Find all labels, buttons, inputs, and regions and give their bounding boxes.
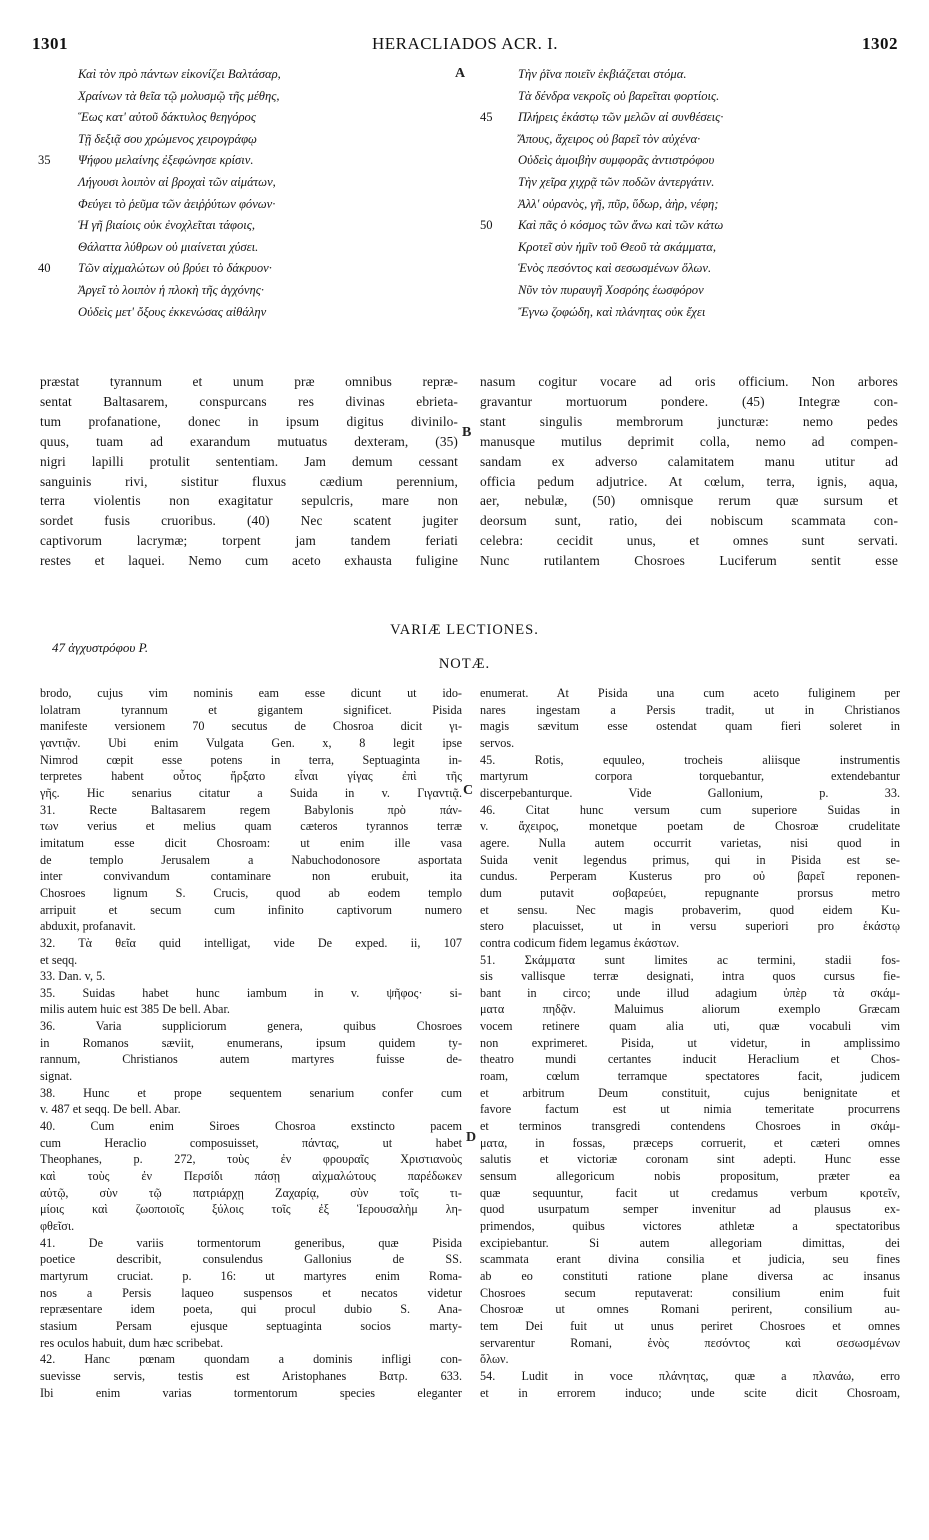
verse-text: Οὐδεὶς ἀμοιβὴν συμφορᾶς ἀντιστρόφου — [518, 153, 715, 168]
verse-text: Τῶν αἰχμαλώτων οὐ βρύει τὸ δάκρυον· — [78, 261, 272, 276]
verse-number: 35 — [38, 153, 51, 168]
greek-verse-line — [38, 150, 458, 172]
note-text-line: quæ sequuntur, facit ut credamus verbum κροτεῖν, — [480, 1185, 900, 1200]
latin-text-line: sanguinis rivi, sistitur fluxus cædium perennium, — [40, 473, 458, 489]
note-text-line: favore factum est ut nimia temeritate procurrens — [480, 1102, 900, 1117]
verse-text: Χραίνων τὰ θεῖα τῷ μολυσμῷ τῆς μέθης, — [78, 88, 280, 103]
greek-verse-line — [38, 129, 458, 151]
latin-text-line: præstat tyrannum et unum præ omnibus repræ- — [40, 374, 458, 389]
greek-verse-line — [38, 107, 458, 129]
latin-text-line: deorsum sunt, ratio, dei nobiscum scammata con- — [480, 513, 898, 529]
variae-lectiones-heading: VARIÆ LECTIONES. — [390, 622, 539, 638]
verse-text: Ἀργεῖ τὸ λοιπὸν ἡ πλοκὴ τῆς ἀγχόνης· — [78, 282, 265, 297]
note-text-line: ὅλων. — [480, 1352, 509, 1367]
note-text-line: 38. Hunc et prope sequentem senarium confer cum — [40, 1085, 462, 1100]
running-title: HERACLIADOS ACR. I. — [371, 34, 559, 53]
page-number-right: 1302 — [862, 34, 898, 53]
note-text-line: μίοις καὶ ζωοποιοῖς ξύλοις τοῖς ἐξ Ἱερουσαλὴμ λη- — [40, 1202, 462, 1217]
note-text-line: excipiebantur. Si autem allegoriam dimittas, dei — [480, 1235, 900, 1250]
note-text-line: v. 487 et seqq. De bell. Abar. — [40, 1102, 181, 1117]
note-text-line: enumerat. At Pisida una cum aceto fuliginem per — [480, 686, 900, 700]
latin-text-line: nasum cogitur vocare ad oris officium. Non arbores — [480, 374, 898, 389]
note-text-line: arripuit et secum cum infinito captivorum numero — [40, 902, 462, 917]
latin-translation-right — [480, 372, 898, 571]
note-text-line: milis autem huic est 385 De bell. Abar. — [40, 1002, 230, 1017]
note-text-line: φθεῖσι. — [40, 1219, 75, 1233]
note-text-line: 54. Ludit in voce πλάνητας, quæ a πλανάω, erro — [480, 1368, 900, 1383]
note-text-line: 41. De variis tormentorum generibus, quæ Pisida — [40, 1235, 462, 1250]
verse-text: Ἡ γῆ βιαίοις οὐκ ἐνοχλεῖται τάφοις, — [78, 218, 255, 233]
verse-text: Ἄπους, ἄχειρος οὐ βαρεῖ τὸν αὐχένα· — [518, 131, 701, 146]
note-text-line: Chosroes secum reputaverat: consilium enim fuit — [480, 1285, 900, 1300]
note-text-line: in Romanos sæviit, enumerans, ipsum quidem ty- — [40, 1035, 462, 1050]
verse-text: Κροτεῖ σὺν ἡμῖν τοῦ Θεοῦ τὰ σκάμματα, — [518, 239, 717, 254]
note-text-line: et arbitrum Deum constituit, cujus benignitate et — [480, 1085, 900, 1100]
note-text-line: Nimrod cœpit esse potens in terra, Septuaginta in- — [40, 752, 462, 767]
greek-verse-line — [480, 107, 900, 129]
note-text-line: repræsentare idem poeta, qui procul dubio S. Ana- — [40, 1302, 462, 1317]
greek-verse-line — [480, 302, 900, 324]
margin-letter-c: C — [463, 783, 474, 798]
note-text-line: terpretes habent οὗτος ἤρξατο εἶναι γίγας ἐπὶ τῆς — [40, 769, 462, 784]
latin-text-line: aer, nebulæ, (50) omnisque rerum quæ sursum et — [480, 493, 898, 509]
greek-verse-line — [38, 215, 458, 237]
note-text-line: 42. Hanc pœnam quondam a dominis infligi con- — [40, 1352, 462, 1367]
note-text-line: Chosroes lignum S. Crucis, quod ab eodem templo — [40, 885, 462, 900]
note-text-line: των verius et melius quam cæteros tyrannos terræ — [40, 819, 462, 834]
note-text-line: bant in circo; unde illud adagium ὑπὲρ τὰ σκάμ- — [480, 985, 900, 1000]
note-text-line: tem Dei fuit ut unus periret Chosroes et omnes — [480, 1318, 900, 1333]
note-text-line: Theophanes, p. 272, τοὺς ἐν φρουραῖς Χριστιανοὺς — [40, 1152, 462, 1167]
verse-text: Καὶ πᾶς ὁ κόσμος τῶν ἄνω καὶ τῶν κάτω — [518, 218, 724, 233]
note-text-line: Suida venit legendus primus, qui in Pisida est se- — [480, 852, 900, 867]
note-text-line: sis vallisque terræ designati, intra quos cursus fie- — [480, 969, 900, 984]
greek-verse-line — [480, 150, 900, 172]
greek-verse-right — [480, 64, 900, 323]
verse-text: Φεύγει τὸ ῥεῦμα τῶν ἀειῤῥύτων φόνων· — [78, 196, 276, 211]
note-text-line: cundus. Perperam Kusterus pro οὐ βαρεῖ reponen- — [480, 869, 900, 884]
verse-text: Τὰ δένδρα νεκροῖς οὐ βαρεῖται φορτίοις. — [518, 88, 720, 103]
note-text-line: theatro mundi certantes inducit Heraclium et Chos- — [480, 1052, 900, 1067]
latin-text-line: sordet fusis cruoribus. (40) Nec scatent jugiter — [40, 513, 458, 529]
note-text-line: agere. Nulla autem occurrit varietas, nisi quod in — [480, 835, 900, 850]
note-text-line: contra codicum fidem legamus ἑκάστων. — [480, 935, 680, 950]
note-text-line: sensum allegoricum nobis propositum, præter ea — [480, 1169, 900, 1184]
latin-text-line: gravantur mortuorum pondere. (45) Integræ con- — [480, 393, 898, 409]
greek-verse-left — [38, 64, 458, 323]
greek-verse-line — [480, 215, 900, 237]
note-text-line: Ibi enim varias tormentorum species eleganter — [40, 1385, 462, 1400]
latin-text-line: captivorum lacrymæ; torpent jam tandem feriati — [40, 533, 458, 549]
note-text-line: stero placuisset, ut in versu superiori pro ἑκάστῳ — [480, 919, 900, 934]
note-text-line: ab eo constituti ratione plane diversa ac insanus — [480, 1268, 900, 1283]
note-text-line: scammata erant divina consilia et judicia, seu fines — [480, 1252, 900, 1267]
note-text-line: servos. — [480, 735, 515, 750]
note-text-line: γῆς. Hic senarius citatur a Suida in v. Γιγαντιᾷ. — [40, 785, 462, 800]
note-text-line: 33. Dan. v, 5. — [40, 969, 106, 984]
note-text-line: imitatum esse dicit Chosroam: ut enim ille vasa — [40, 835, 462, 850]
note-text-line: primendos, quibus victores athletæ a spectatoribus — [480, 1219, 900, 1233]
latin-text-line: nigri lapilli protulit sententiam. Jam demum cessant — [40, 453, 458, 469]
note-text-line: discerpebanturque. Vide Gallonium, p. 33. — [480, 785, 900, 800]
verse-text: Οὐδεὶς μετ' ὄξους ἐκκενώσας αἰθάλην — [78, 304, 267, 319]
notes-column-right — [480, 685, 900, 1401]
note-text-line: 35. Suidas habet hunc iambum in v. ψῆφος· si- — [40, 985, 462, 1000]
greek-verse-line — [480, 194, 900, 216]
variant-reading: 47 ἀγχυστρόφου P. — [52, 640, 149, 655]
latin-text-line: sentat Baltasarem, conspurcans res divinas ebrieta- — [40, 393, 458, 409]
greek-verse-line — [480, 64, 900, 86]
greek-verse-line — [38, 237, 458, 259]
note-text-line: salutis et victoriæ coronam sint adepti. Hunc esse — [480, 1152, 900, 1167]
greek-verse-line — [38, 302, 458, 324]
greek-verse-line — [480, 237, 900, 259]
note-text-line: 51. Σκάμματα sunt limites ac termini, stadii fos- — [480, 952, 900, 967]
verse-number: 50 — [480, 218, 493, 233]
verse-text: Ἑνὸς πεσόντος καὶ σεσωσμένων ὅλων. — [518, 261, 712, 276]
note-text-line: poetice describit, consulendus Gallonius de SS. — [40, 1252, 462, 1267]
note-text-line: 32. Τὰ θεῖα quid intelligat, vide De exped. ii, 107 — [40, 935, 462, 950]
note-text-line: et sensu. Nec magis probaverim, quod eidem Ku- — [480, 902, 900, 917]
greek-verse-line — [480, 129, 900, 151]
verse-text: Τῇ δεξιᾷ σου χρώμενος χειρογράφῳ — [78, 131, 257, 146]
margin-letter-d: D — [466, 1130, 477, 1145]
note-text-line: suevisse servis, testis est Aristophanes Βατρ. 633. — [40, 1368, 462, 1383]
note-text-line: servarentur Romani, ἑνὸς πεσόντος καὶ σεσωσμένων — [480, 1335, 900, 1350]
latin-text-line: officia pedum adjutrice. At cœlum, terra, ignis, aqua, — [480, 473, 898, 489]
note-text-line: stasium Persam ejusque septuaginta socios marty- — [40, 1318, 462, 1333]
latin-text-line: Nunc rutilantem Chosroes Luciferum sentit esse — [480, 553, 898, 569]
notae-heading: NOTÆ. — [438, 656, 491, 672]
greek-verse-line — [38, 280, 458, 302]
verse-number: 40 — [38, 261, 51, 276]
page-header — [32, 34, 898, 58]
greek-verse-line — [38, 86, 458, 108]
note-text-line: 46. Citat hunc versum cum superiore Suidas in — [480, 802, 900, 817]
verse-text: Θάλαττα λύθρων οὐ μιαίνεται χύσει. — [78, 239, 259, 254]
note-text-line: 36. Varia suppliciorum genera, quibus Chosroes — [40, 1019, 462, 1034]
note-text-line: rannum, Christianos autem martyres fuisse de- — [40, 1052, 462, 1067]
note-text-line: martyrum cruciat. p. 16: ut martyres enim Roma- — [40, 1268, 462, 1283]
greek-verse-line — [480, 172, 900, 194]
latin-translation-left — [40, 372, 458, 571]
latin-text-line: terra violentis non exagitatur sepulcris, mare non — [40, 493, 458, 509]
note-text-line: cum Heraclio composuisset, πάντας, ut habet — [40, 1135, 462, 1150]
note-text-line: dum putavit σοβαρεύει, repugnante prorsus metro — [480, 885, 900, 900]
latin-text-line: stant singulis membrorum juncturæ: nemo pedes — [480, 413, 898, 429]
greek-verse-line — [480, 258, 900, 280]
note-text-line: 40. Cum enim Siroes Chosroa exstincto pacem — [40, 1119, 462, 1134]
verse-text: Λήγουσι λοιπὸν αἱ βροχαὶ τῶν αἱμάτων, — [78, 174, 276, 189]
verse-text: Ἀλλ' οὐρανὸς, γῆ, πῦρ, ὕδωρ, ἀὴρ, νέφη; — [518, 196, 719, 211]
verse-text: Ἔγνω ζοφώδη, καὶ πλάνητας οὐκ ἔχει — [518, 304, 706, 319]
margin-letter-a: A — [455, 66, 466, 81]
verse-text: Νῦν τὸν πυραυγῆ Χοσρόης ἑωσφόρον — [518, 282, 704, 297]
note-text-line: ματα πηδᾷν. Maluimus aliorum exemplo Græcam — [480, 1002, 900, 1017]
greek-verse-line — [38, 64, 458, 86]
latin-text-line: restes et laquei. Nemo cum aceto exhausta fuligine — [40, 553, 458, 569]
greek-verse-line — [480, 280, 900, 302]
note-text-line: καὶ τοὺς ἐν Περσίδι πάσῃ αἰχμαλώτους παρέδωκεν — [40, 1169, 462, 1184]
verse-number: 45 — [480, 110, 493, 125]
latin-text-line: manusque mutilus deprimit colla, nemo ad compen- — [480, 433, 898, 449]
note-text-line: abduxit, profanavit. — [40, 919, 136, 934]
note-text-line: nos a Persis laqueo suspensos et necatos videtur — [40, 1285, 462, 1300]
note-text-line: γαντιᾷν. Ubi enim Vulgata Gen. x, 8 legit ipse — [40, 735, 462, 750]
note-text-line: et in errorem induco; unde scite dicit Chosroam, — [480, 1385, 900, 1400]
latin-text-line: sandam ex adverso calamitatem manu utitur ad — [480, 453, 898, 469]
greek-verse-line — [38, 194, 458, 216]
greek-verse-line — [38, 172, 458, 194]
greek-verse-line — [38, 258, 458, 280]
note-text-line: manifeste versionem 70 secutus de Chosroa dicit γι- — [40, 719, 462, 734]
note-text-line: magis sævitum esse ostendat quam fieri soleret in — [480, 719, 900, 734]
notes-column-left — [40, 685, 462, 1401]
verse-text: Καὶ τὸν πρὸ πάντων εἰκονίζει Βαλτάσαρ, — [78, 67, 281, 81]
greek-verse-line — [480, 86, 900, 108]
verse-text: Τὴν χεῖρα χιχρᾷ τῶν ποδῶν ἀντεργάτιν. — [518, 174, 715, 189]
note-text-line: 31. Recte Baltasarem regem Babylonis πρὸ πάν- — [40, 802, 462, 817]
note-text-line: quod usurpatum semper invenitur ad plausus ex- — [480, 1202, 900, 1217]
note-text-line: signat. — [40, 1069, 73, 1084]
verse-text: Ψήφου μελαίνης ἐξεφώνησε κρίσιν. — [78, 153, 254, 168]
note-text-line: v. ἄχειρος, monetque poetam de Chosroæ crudelitate — [480, 819, 900, 834]
note-text-line: res oculos habuit, dum hæc scribebat. — [40, 1335, 224, 1350]
note-text-line: inter convivandum contaminare non erubuit, ita — [40, 869, 462, 884]
note-text-line: ματα, in fossas, præceps corruerit, et cæteri omnes — [480, 1135, 900, 1150]
latin-text-line: quus, tuam ad exarandum mutuatus dexteram, (35) — [40, 433, 458, 449]
note-text-line: 45. Rotis, equuleo, trocheis aliisque instrumentis — [480, 752, 900, 767]
note-text-line: de templo Jerusalem a Nabuchodonosore asportata — [40, 852, 462, 867]
note-text-line: roam, cœlum terramque spectatores facit, judicem — [480, 1069, 900, 1084]
note-text-line: lolatram tyrannum et gigantem significet. Pisida — [40, 702, 462, 717]
latin-text-line: tum profanatione, donec in ipsum digitus divinilo- — [40, 413, 458, 429]
page-number-left: 1301 — [32, 34, 68, 53]
note-text-line: Chosroæ ut omnes Romani perirent, consilium au- — [480, 1302, 900, 1317]
verse-text: Πλήρεις ἑκάστῳ τῶν μελῶν αἱ συνθέσεις· — [518, 110, 724, 125]
note-text-line: brodo, cujus vim nominis eam esse dicunt ut ido- — [40, 686, 462, 700]
verse-text: Τὴν ῥῖνα ποιεῖν ἐκβιάζεται στόμα. — [518, 67, 687, 81]
margin-letter-b: B — [462, 425, 472, 440]
note-text-line: martyrum corpora torquebantur, extendebantur — [480, 769, 900, 784]
verse-text: Ἕως κατ' αὐτοῦ δάκτυλος θεηγόρος — [78, 110, 256, 125]
note-text-line: vocem retinere quam alia uti, quæ vocabuli vim — [480, 1019, 900, 1034]
note-text-line: et terminos transgredi contendens Chosroes in σκάμ- — [480, 1119, 900, 1134]
note-text-line: et seqq. — [40, 952, 78, 967]
note-text-line: αὐτῷ, σὺν τῷ πατριάρχῃ Ζαχαρίᾳ, σὺν τοῖς τι- — [40, 1185, 462, 1200]
latin-text-line: celebra: cecidit unus, et omnes sunt servati. — [480, 533, 898, 549]
note-text-line: nares ingestam a Persis tradit, ut in Christianos — [480, 702, 900, 717]
note-text-line: non exprimeret. Pisida, ut videtur, in amplissimo — [480, 1035, 900, 1050]
